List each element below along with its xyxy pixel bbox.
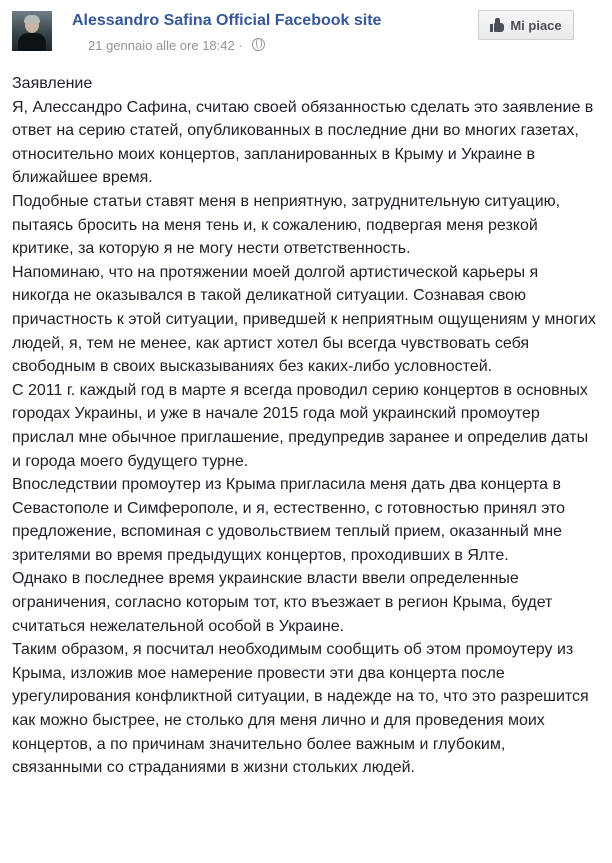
post-header [0,0,612,62]
like-button-label: Mi piace [510,17,562,33]
post-timestamp[interactable]: 21 gennaio alle ore 18:42 [88,38,235,53]
post-paragraph: С 2011 г. каждый год в марте я всегда проводил серию концертов в основных городах Украины, и уже в начале 2015 года мой украинский промоутер прислал мне обычное приглашение, предупредив заранее и определив даты и города моего будущего турне. [12,381,589,470]
avatar-figure-body [18,33,46,51]
post-meta [88,38,265,53]
page-avatar[interactable] [12,11,52,51]
avatar-figure-hair [24,15,40,23]
thumb-up-icon [490,18,504,32]
page-name-link[interactable]: Alessandro Safina Official Facebook site [72,12,382,29]
post-paragraph: Однако в последнее время украинские власти ввели определенные ограничения, согласно которым тот, кто въезжает в регион Крыма, будет считаться нежелательной особой в Украине. [12,570,553,635]
post-paragraph: Напоминаю, что на протяжении моей долгой артистической карьеры я никогда не оказывался в такой деликатной ситуации. Сознавая свою причастность к этой ситуации, приведшей к неприятным ощущениям у многих людей, я, тем не менее, как артист хотел бы всегда чувствовать себя свободным в своих высказываниях без каких-либо условностей. [12,263,596,376]
post-paragraph: Подобные статьи ставят меня в неприятную, затруднительную ситуацию, пытаясь бросить на меня тень и, к сожалению, подвергая меня резкой критике, за которую я не могу нести ответственность. [12,192,561,258]
like-page-button[interactable] [478,10,574,40]
post-paragraph: Впоследствии промоутер из Крыма пригласила меня дать два концерта в Севастополе и Симферополе, и я, естественно, с готовностью принял это предложение, вспоминая с удовольствием теплый прием, оказанный мне зрителями во время предыдущих концертов, проходивших в Ялте. [12,476,566,564]
post-paragraph: Таким образом, я посчитал необходимым сообщить об этом промоутеру из Крыма, изложив мое намерение провести эти два концерта после урегулирования конфликтной ситуации, в надежде на то, что это разрешится как можно быстрее, не столько для меня лично и для проведения моих концертов, а по причинам значительно более важным и глубоким, связанными со страданиями в жизни стольких людей. [12,641,589,777]
post-paragraph-title: Заявление [12,75,93,92]
post-paragraph: Я, Алессандро Сафина, считаю своей обязанностью сделать это заявление в ответ на серию статей, опубликованных в последние дни во многих газетах, относительно моих концертов, запланированных в Крыму и Украине в ближайшее время. [12,98,594,187]
meta-separator: · [238,38,243,53]
globe-icon[interactable] [252,38,265,51]
post-text [12,72,598,780]
